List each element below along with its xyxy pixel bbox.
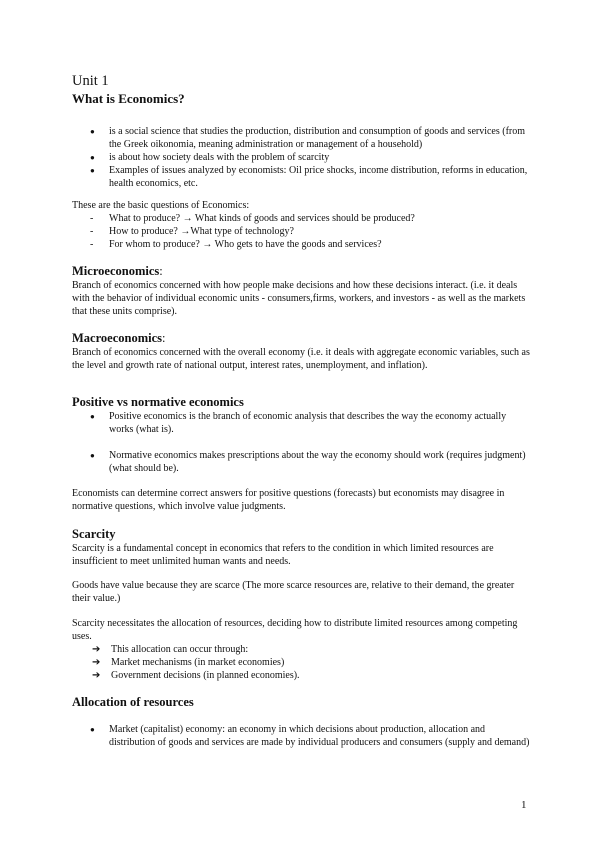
list-item xyxy=(90,723,530,749)
scarcity-arrow-list xyxy=(92,643,522,682)
scarcity-paragraph-2: Goods have value because they are scarce (The more scarce resources are, relative to their demand, the greater their value.) xyxy=(72,580,515,604)
list-item-text: Positive economics is the branch of economic analysis that describes the way the economy actually works (what is). xyxy=(109,411,507,435)
section-heading-macro xyxy=(72,331,166,346)
list-item-text: Examples of issues analyzed by economists: Oil price shocks, income distribution, reforms in education, health economics, etc. xyxy=(109,165,528,189)
arrow-right-icon xyxy=(92,643,100,656)
heading-text: Macroeconomics xyxy=(72,331,163,345)
allocation-bullet-list xyxy=(90,723,530,749)
section-heading-allocation: Allocation of resources xyxy=(72,695,194,709)
scarcity-paragraph-3: Scarcity necessitates the allocation of resources, deciding how to distribute limited resources among competing uses. xyxy=(72,618,518,642)
positive-bullet-list xyxy=(90,410,530,475)
basic-questions-lead: These are the basic questions of Economics: xyxy=(72,200,250,211)
dash-icon xyxy=(90,238,93,251)
dash-icon xyxy=(90,212,93,225)
list-item-text: is about how society deals with the problem of scarcity xyxy=(109,152,330,163)
list-item-text: Normative economics makes prescriptions about the way the economy should work (requires judgment)(what should be). xyxy=(109,450,526,474)
bullet-icon xyxy=(90,723,95,736)
bullet-icon xyxy=(90,164,95,177)
list-item-text: Market (capitalist) economy: an economy in which decisions about production, allocation and distribution of goods and services are made by individual producers and consumers (supply and demand) xyxy=(109,724,530,748)
list-item xyxy=(90,449,530,475)
list-item-text: This allocation can occur through: xyxy=(111,644,249,655)
list-item-text: How to produce? →What type of technology? xyxy=(109,226,294,237)
list-item-text: is a social science that studies the production, distribution and consumption of goods and services (from the Greek oikonomia, meaning administration or management of a household) xyxy=(109,126,526,150)
bullet-icon xyxy=(90,151,95,164)
bullet-icon xyxy=(90,449,95,462)
section-heading-scarcity: Scarcity xyxy=(72,527,116,541)
dash-icon xyxy=(90,225,93,238)
heading-colon: : xyxy=(159,264,163,278)
unit-label: Unit 1 xyxy=(72,73,109,89)
bullet-icon xyxy=(90,410,95,423)
heading-colon: : xyxy=(162,331,166,345)
section-heading-micro xyxy=(72,264,163,279)
macro-paragraph: Branch of economics concerned with the overall economy (i.e. it deals with aggregate economic variables, such as the level and growth rate of national output, interest rates, unemployment, and inflation). xyxy=(72,347,530,371)
scarcity-paragraph-1: Scarcity is a fundamental concept in economics that refers to the condition in which limited resources are insufficient to meet unlimited human wants and needs. xyxy=(72,543,494,567)
list-item xyxy=(90,212,530,225)
list-item-text: Government decisions (in planned economies). xyxy=(111,670,300,681)
list-item xyxy=(90,125,530,151)
section-heading-positive: Positive vs normative economics xyxy=(72,395,244,409)
heading-text: Microeconomics xyxy=(72,264,160,278)
basic-questions-list xyxy=(90,212,530,251)
bullet-icon xyxy=(90,125,95,138)
page-number: 1 xyxy=(521,799,527,811)
list-item-text: For whom to produce? → Who gets to have the goods and services? xyxy=(109,239,382,250)
list-item xyxy=(90,225,530,238)
micro-paragraph: Branch of economics concerned with how people make decisions and how these decisions interact. (i.e. it deals with the behavior of individual economic units - consumers,firms, workers, and investors - as well as the markets that these units comprise). xyxy=(72,280,526,317)
arrow-right-icon xyxy=(92,656,100,669)
list-item xyxy=(92,669,522,682)
spacer xyxy=(90,436,530,449)
intro-bullet-list xyxy=(90,125,530,190)
page-title: What is Economics? xyxy=(72,91,185,106)
list-item xyxy=(90,164,530,190)
list-item xyxy=(92,656,522,669)
list-item-text: Market mechanisms (in market economies) xyxy=(111,657,285,668)
list-item xyxy=(92,643,522,656)
list-item xyxy=(90,238,530,251)
positive-note: Economists can determine correct answers for positive questions (forecasts) but economists may disagree in normative questions, which involve value judgments. xyxy=(72,488,505,512)
arrow-right-icon xyxy=(92,669,100,682)
list-item xyxy=(90,151,530,164)
list-item-text: What to produce? → What kinds of goods and services should be produced? xyxy=(109,213,415,224)
list-item xyxy=(90,410,530,436)
